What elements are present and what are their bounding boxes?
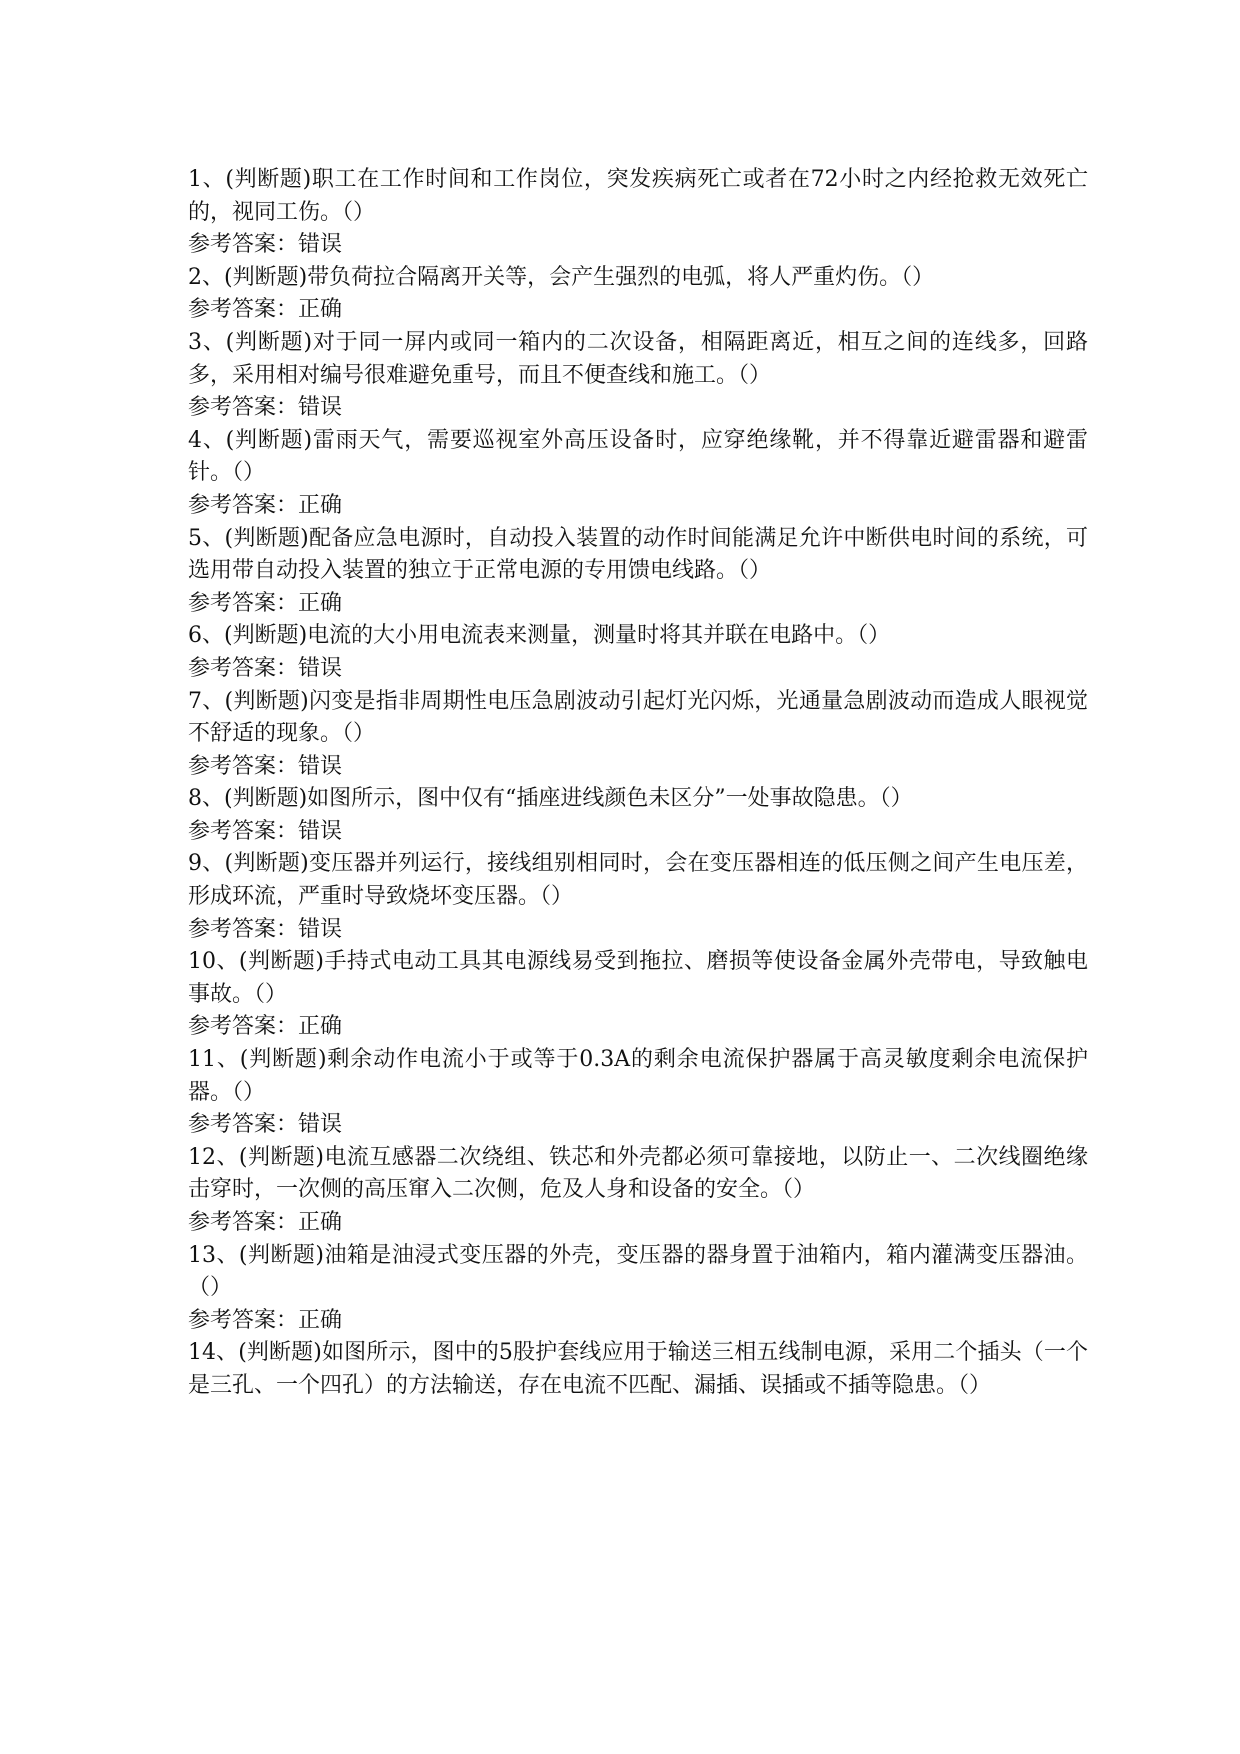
answer-label: 参考答案：: [188, 655, 299, 681]
answer-line: [188, 1305, 1088, 1338]
answer-line: [188, 392, 1088, 425]
document-page: [188, 164, 1088, 1403]
answer-label: 参考答案：: [188, 232, 299, 258]
answer-line: [188, 1011, 1088, 1044]
answer-line: [188, 816, 1088, 849]
answer-label: 参考答案：: [188, 492, 299, 518]
answer-label: 参考答案：: [188, 916, 299, 942]
answer-line: [188, 1207, 1088, 1240]
answer-label: 参考答案：: [188, 753, 299, 779]
answer-line: [188, 751, 1088, 784]
question-text: 3、(判断题)对于同一屏内或同一箱内的二次设备，相隔距离近，相互之间的连线多，回路多，采用相对编号很难避免重号，而且不便查线和施工。（）: [188, 329, 1088, 388]
question-text: 5、(判断题)配备应急电源时，自动投入装置的动作时间能满足允许中断供电时间的系统，可选用带自动投入装置的独立于正常电源的专用馈电线路。（）: [188, 525, 1088, 584]
question-text: 13、(判断题)油箱是油浸式变压器的外壳，变压器的器身置于油箱内，箱内灌满变压器油。（）: [188, 1242, 1088, 1301]
answer-line: [188, 229, 1088, 262]
answer-value: 错误: [298, 232, 343, 258]
answer-value: 正确: [298, 492, 343, 518]
question-text: 14、(判断题)如图所示，图中的5股护套线应用于输送三相五线制电源，采用二个插头（一个是三孔、一个四孔）的方法输送，存在电流不匹配、漏插、误插或不插等隐患。（）: [188, 1340, 1088, 1398]
answer-label: 参考答案：: [188, 590, 299, 616]
answer-value: 正确: [298, 1307, 343, 1333]
answer-line: [188, 490, 1088, 523]
question-text: 7、(判断题)闪变是指非周期性电压急剧波动引起灯光闪烁，光通量急剧波动而造成人眼视觉不舒适的现象。（）: [188, 688, 1088, 747]
question-text: 1、(判断题)职工在工作时间和工作岗位，突发疾病死亡或者在72小时之内经抢救无效死亡的，视同工伤。（）: [188, 167, 1088, 225]
question-text: 2、(判断题)带负荷拉合隔离开关等，会产生强烈的电弧，将人严重灼伤。（）: [188, 264, 935, 290]
answer-value: 错误: [298, 1112, 343, 1138]
question-text: 11、(判断题)剩余动作电流小于或等于0.3A的剩余电流保护器属于高灵敏度剩余电流保护器。（）: [188, 1047, 1088, 1105]
answer-label: 参考答案：: [188, 395, 299, 421]
answer-label: 参考答案：: [188, 818, 299, 844]
answer-line: [188, 588, 1088, 621]
answer-value: 错误: [298, 818, 343, 844]
question-text: 9、(判断题)变压器并列运行，接线组别相同时，会在变压器相连的低压侧之间产生电压差，形成环流，严重时导致烧坏变压器。（）: [188, 851, 1088, 910]
answer-value: 正确: [298, 1014, 343, 1040]
answer-value: 正确: [298, 297, 343, 323]
question-text: 4、(判断题)雷雨天气，需要巡视室外高压设备时，应穿绝缘靴，并不得靠近避雷器和避雷针。（）: [188, 427, 1088, 486]
question-text: 6、(判断题)电流的大小用电流表来测量，测量时将其并联在电路中。（）: [188, 623, 891, 649]
answer-line: [188, 914, 1088, 947]
answer-value: 错误: [298, 916, 343, 942]
answer-label: 参考答案：: [188, 1210, 299, 1235]
answer-label: 参考答案：: [188, 297, 299, 323]
answer-line: [188, 294, 1088, 327]
answer-label: 参考答案：: [188, 1112, 299, 1138]
answer-label: 参考答案：: [188, 1307, 299, 1333]
question-text: 10、(判断题)手持式电动工具其电源线易受到拖拉、磨损等使设备金属外壳带电，导致触电事故。（）: [188, 949, 1088, 1007]
answer-label: 参考答案：: [188, 1014, 299, 1040]
answer-value: 正确: [298, 1210, 343, 1235]
answer-value: 正确: [298, 590, 343, 616]
answer-value: 错误: [298, 395, 343, 421]
answer-line: [188, 653, 1088, 686]
answer-value: 错误: [298, 655, 343, 681]
answer-line: [188, 1109, 1088, 1142]
question-text: 12、(判断题)电流互感器二次绕组、铁芯和外壳都必须可靠接地，以防止一、二次线圈绝缘击穿时，一次侧的高压窜入二次侧，危及人身和设备的安全。（）: [188, 1144, 1088, 1203]
question-text: 8、(判断题)如图所示，图中仅有“插座进线颜色未区分”一处事故隐患。（）: [188, 786, 913, 812]
answer-value: 错误: [298, 753, 343, 779]
